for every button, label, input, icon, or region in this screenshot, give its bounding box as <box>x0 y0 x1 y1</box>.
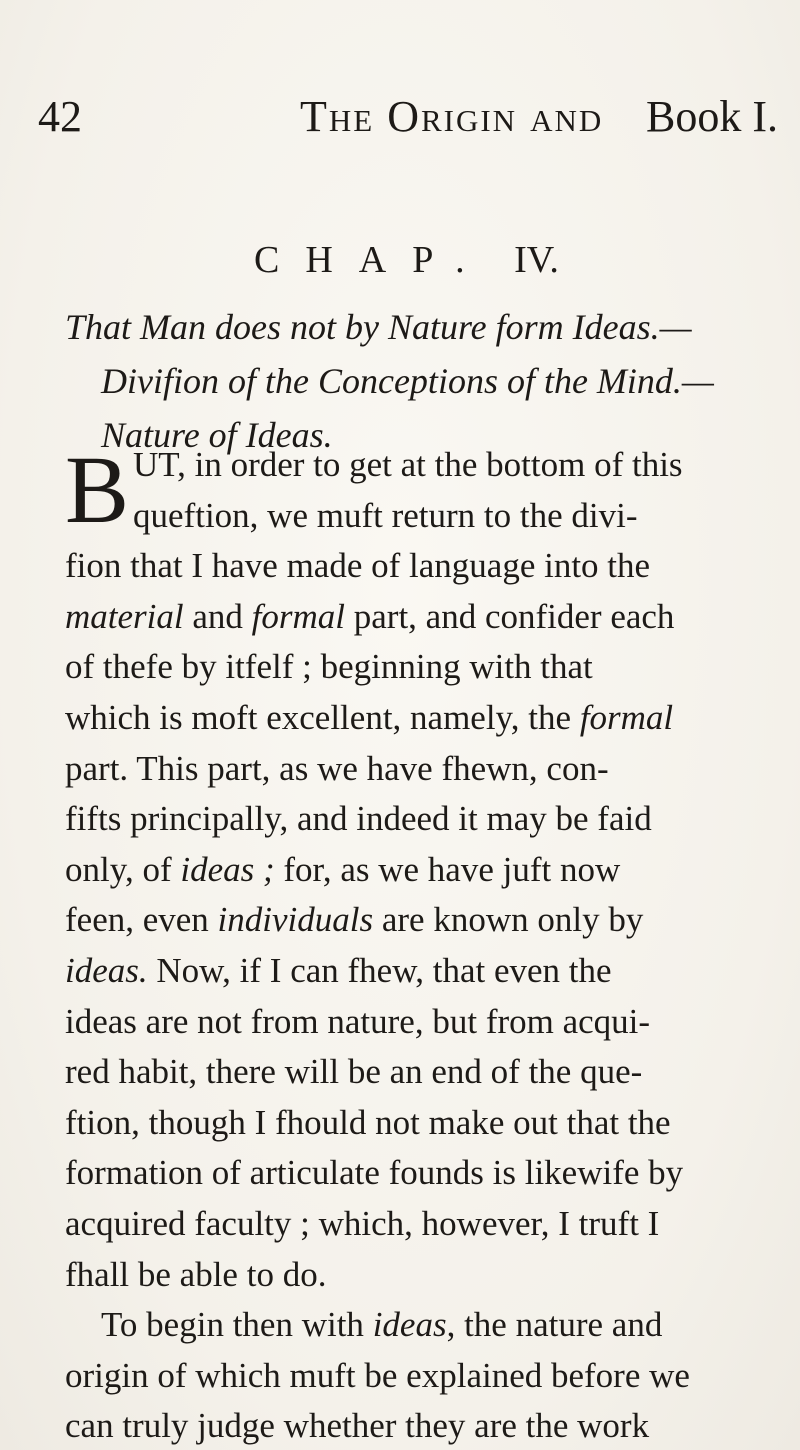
text-run: can truly judge whether they are the work <box>65 1406 650 1446</box>
body-line <box>65 1148 765 1199</box>
text-run: Now, if I can fhew, that even the <box>147 950 612 990</box>
body-line <box>65 1047 765 1098</box>
synopsis-line: That Man does not by Nature form Ideas.— <box>65 307 692 347</box>
body-line <box>65 1098 765 1149</box>
page-header <box>38 92 778 142</box>
text-run: and <box>183 596 252 636</box>
body-line <box>65 642 765 693</box>
body-line <box>65 491 765 542</box>
body-line <box>65 693 765 744</box>
text-run: fifts principally, and indeed it may be faid <box>65 799 652 839</box>
italic-text: ideas. <box>65 950 148 990</box>
text-run: which is moft excellent, namely, the <box>65 697 580 737</box>
text-run: , the nature and <box>446 1305 663 1345</box>
running-head: The Origin and <box>300 92 604 141</box>
italic-text: ideas ; <box>180 849 275 889</box>
text-run: ideas are not from nature, but from acqui- <box>65 1001 651 1041</box>
italic-text: individuals <box>217 900 374 940</box>
text-run: formation of articulate founds is likewife by <box>65 1153 684 1193</box>
text-run: UT, in order to get at the bottom of this <box>133 445 683 484</box>
body-line <box>65 794 765 845</box>
text-run: feen, even <box>65 900 218 940</box>
book-reference: Book I. <box>646 92 778 141</box>
text-run: red habit, there will be an end of the que- <box>65 1052 643 1092</box>
body-text <box>65 436 765 1450</box>
text-run: queftion, we muft return to the divi- <box>133 495 638 535</box>
italic-text: formal <box>251 596 346 636</box>
chapter-number: IV. <box>514 239 559 281</box>
italic-text: material <box>65 596 184 636</box>
body-line <box>65 592 765 643</box>
body-line <box>65 1300 765 1351</box>
body-line <box>65 895 765 946</box>
body-line <box>65 946 765 997</box>
text-run: only, of <box>65 849 181 889</box>
text-run: fhall be able to do. <box>65 1254 327 1294</box>
body-line <box>65 1401 765 1450</box>
italic-text: ideas <box>372 1305 447 1345</box>
body-line <box>65 997 765 1048</box>
body-line <box>65 541 765 592</box>
body-line <box>65 744 765 795</box>
text-run: ftion, though I fhould not make out that the <box>65 1102 671 1142</box>
text-run: are known only by <box>373 900 644 940</box>
synopsis-line: Divifion of the Conceptions of the Mind.— <box>101 361 714 401</box>
drop-cap: B <box>65 436 130 543</box>
chapter-label: CHAP. <box>254 239 491 281</box>
body-line <box>65 845 765 896</box>
text-run: To begin then with <box>101 1305 373 1345</box>
body-line <box>65 1250 765 1301</box>
text-run: of thefe by itfelf ; beginning with that <box>65 647 593 687</box>
text-run: origin of which muft be explained before we <box>65 1355 690 1395</box>
body-line <box>65 1351 765 1402</box>
text-run: acquired faculty ; which, however, I truft I <box>65 1203 660 1243</box>
body-line <box>65 440 765 491</box>
chapter-synopsis <box>65 300 755 462</box>
page-number: 42 <box>38 92 82 141</box>
text-run: fion that I have made of language into the <box>65 546 651 586</box>
italic-text: formal <box>579 697 674 737</box>
synopsis-line: Nature of Ideas. <box>101 415 333 455</box>
body-line <box>65 1199 765 1250</box>
text-run: part, and confider each <box>345 596 675 636</box>
text-run: for, as we have juft now <box>274 849 621 889</box>
chapter-heading <box>254 238 559 282</box>
text-run: part. This part, as we have fhewn, con- <box>65 748 609 788</box>
